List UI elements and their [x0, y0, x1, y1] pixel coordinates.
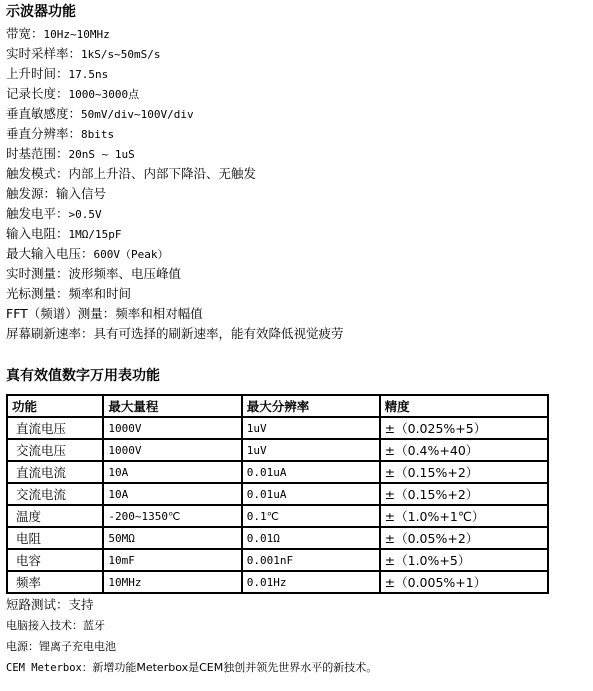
- multimeter-spec-table: [6, 394, 549, 594]
- spec-label: 屏幕刷新速率：: [6, 326, 94, 341]
- spec-record-length: [6, 84, 586, 104]
- table-row: [7, 505, 548, 527]
- meterbox-text: 新增功能Meterbox是CEM独创并领先世界水平的新技术。: [92, 661, 378, 674]
- table-cell: ±（0.15%+2）: [380, 483, 548, 505]
- table-cell: ±（0.4%+40）: [380, 439, 548, 461]
- power-source: 电源：锂离子充电电池: [6, 640, 116, 653]
- oscilloscope-spec-list: [6, 24, 586, 344]
- spec-vertical-sensitivity: [6, 104, 586, 124]
- section-gap: [6, 344, 586, 364]
- table-cell: ±（0.025%+5）: [380, 417, 548, 439]
- spec-label: 带宽：: [6, 26, 44, 41]
- table-cell: 10mF: [103, 549, 241, 571]
- spec-vertical-resolution: [6, 124, 586, 144]
- spec-value: 10Hz~10MHz: [43, 28, 110, 41]
- table-row: [7, 417, 548, 439]
- spec-value: >0.5V: [68, 208, 102, 221]
- table-cell: 温度: [7, 505, 103, 527]
- spec-label: 垂直敏感度：: [6, 106, 82, 121]
- table-row: [7, 439, 548, 461]
- table-cell: 50MΩ: [103, 527, 241, 549]
- table-cell: 10A: [103, 483, 241, 505]
- spec-value: 频率和相对幅值: [115, 306, 203, 321]
- table-cell: 交流电流: [7, 483, 103, 505]
- table-cell: 0.1℃: [242, 505, 380, 527]
- spec-max-input-voltage: [6, 244, 586, 264]
- spec-value: 1MΩ/15pF: [68, 228, 122, 241]
- table-cell: ±（1.0%+5）: [380, 549, 548, 571]
- spec-rise-time: [6, 64, 586, 84]
- table-cell: -200~1350℃: [103, 505, 241, 527]
- spec-timebase-range: [6, 144, 586, 164]
- spec-value: 频率和时间: [68, 286, 132, 301]
- column-header: 最大分辨率: [242, 395, 380, 417]
- spec-label: 光标测量：: [6, 286, 69, 301]
- spec-label: 触发源：: [6, 186, 57, 201]
- short-circuit-test: 短路测试：支持: [6, 597, 94, 612]
- table-cell: ±（0.15%+2）: [380, 461, 548, 483]
- table-cell: 0.01Hz: [242, 571, 380, 593]
- table-cell: 直流电流: [7, 461, 103, 483]
- table-cell: 电容: [7, 549, 103, 571]
- spec-value: 8bits: [81, 128, 115, 141]
- table-cell: 频率: [7, 571, 103, 593]
- table-cell: 0.01Ω: [242, 527, 380, 549]
- spec-label: 时基范围：: [6, 146, 69, 161]
- spec-label: 实时测量：: [6, 266, 69, 281]
- table-cell: ±（1.0%+1℃）: [380, 505, 548, 527]
- table-row: [7, 527, 548, 549]
- spec-sample-rate: [6, 44, 586, 64]
- table-cell: 10A: [103, 461, 241, 483]
- table-cell: 1000V: [103, 439, 241, 461]
- table-cell: 1000V: [103, 417, 241, 439]
- spec-label: 上升时间：: [6, 66, 69, 81]
- spec-value: 17.5ns: [68, 68, 109, 81]
- spec-value: 50mV/div~100V/div: [81, 108, 194, 121]
- pc-interface: 电脑接入技术：蓝牙: [6, 619, 105, 632]
- spec-fft-measure: [6, 304, 586, 324]
- spec-refresh-rate: [6, 324, 586, 344]
- table-cell: 10MHz: [103, 571, 241, 593]
- column-header: 最大量程: [103, 395, 241, 417]
- table-cell: 电阻: [7, 527, 103, 549]
- spec-label: 触发电平：: [6, 206, 69, 221]
- spec-trigger-level: [6, 204, 586, 224]
- table-cell: 0.01uA: [242, 483, 380, 505]
- table-cell: ±（0.005%+1）: [380, 571, 548, 593]
- spec-input-impedance: [6, 224, 586, 244]
- table-cell: 直流电压: [7, 417, 103, 439]
- table-cell: 0.001nF: [242, 549, 380, 571]
- spec-cursor-measure: [6, 284, 586, 304]
- table-cell: 交流电压: [7, 439, 103, 461]
- table-row: [7, 571, 548, 593]
- spec-value: 具有可选择的刷新速率，能有效降低视觉疲劳: [93, 326, 344, 341]
- spec-value: 输入信号: [56, 186, 107, 201]
- spec-page: [6, 0, 586, 678]
- spec-realtime-measure: [6, 264, 586, 284]
- table-cell: 0.01uA: [242, 461, 380, 483]
- column-header: 功能: [7, 395, 103, 417]
- column-header: 精度: [380, 395, 548, 417]
- spec-label: 输入电阻：: [6, 226, 69, 241]
- spec-value: 20nS ~ 1uS: [68, 148, 135, 161]
- meterbox-label: CEM Meterbox：: [6, 662, 93, 674]
- spec-value: 600V（Peak）: [93, 248, 169, 261]
- spec-value: 内部上升沿、内部下降沿、无触发: [68, 166, 257, 181]
- spec-label: 触发模式：: [6, 166, 69, 181]
- table-cell: ±（0.05%+2）: [380, 527, 548, 549]
- spec-value: 波形频率、电压峰值: [68, 266, 182, 281]
- spec-value: 1kS/s~50mS/s: [81, 48, 161, 61]
- spec-trigger-source: [6, 184, 586, 204]
- spec-label: 垂直分辨率：: [6, 126, 82, 141]
- table-row: [7, 483, 548, 505]
- table-cell: 1uV: [242, 417, 380, 439]
- spec-label: 最大输入电压：: [6, 246, 94, 261]
- table-row: [7, 461, 548, 483]
- spec-label: FFT（频谱）测量：: [6, 306, 116, 321]
- oscilloscope-title: 示波器功能: [6, 4, 76, 20]
- meterbox-note: [6, 657, 586, 678]
- spec-label: 记录长度：: [6, 86, 69, 101]
- spec-value: 1000~3000点: [68, 88, 140, 101]
- table-cell: 1uV: [242, 439, 380, 461]
- spec-trigger-mode: [6, 164, 586, 184]
- table-header-row: [7, 395, 548, 417]
- spec-bandwidth: [6, 24, 586, 44]
- multimeter-title: 真有效值数字万用表功能: [6, 368, 160, 384]
- table-row: [7, 549, 548, 571]
- spec-label: 实时采样率：: [6, 46, 82, 61]
